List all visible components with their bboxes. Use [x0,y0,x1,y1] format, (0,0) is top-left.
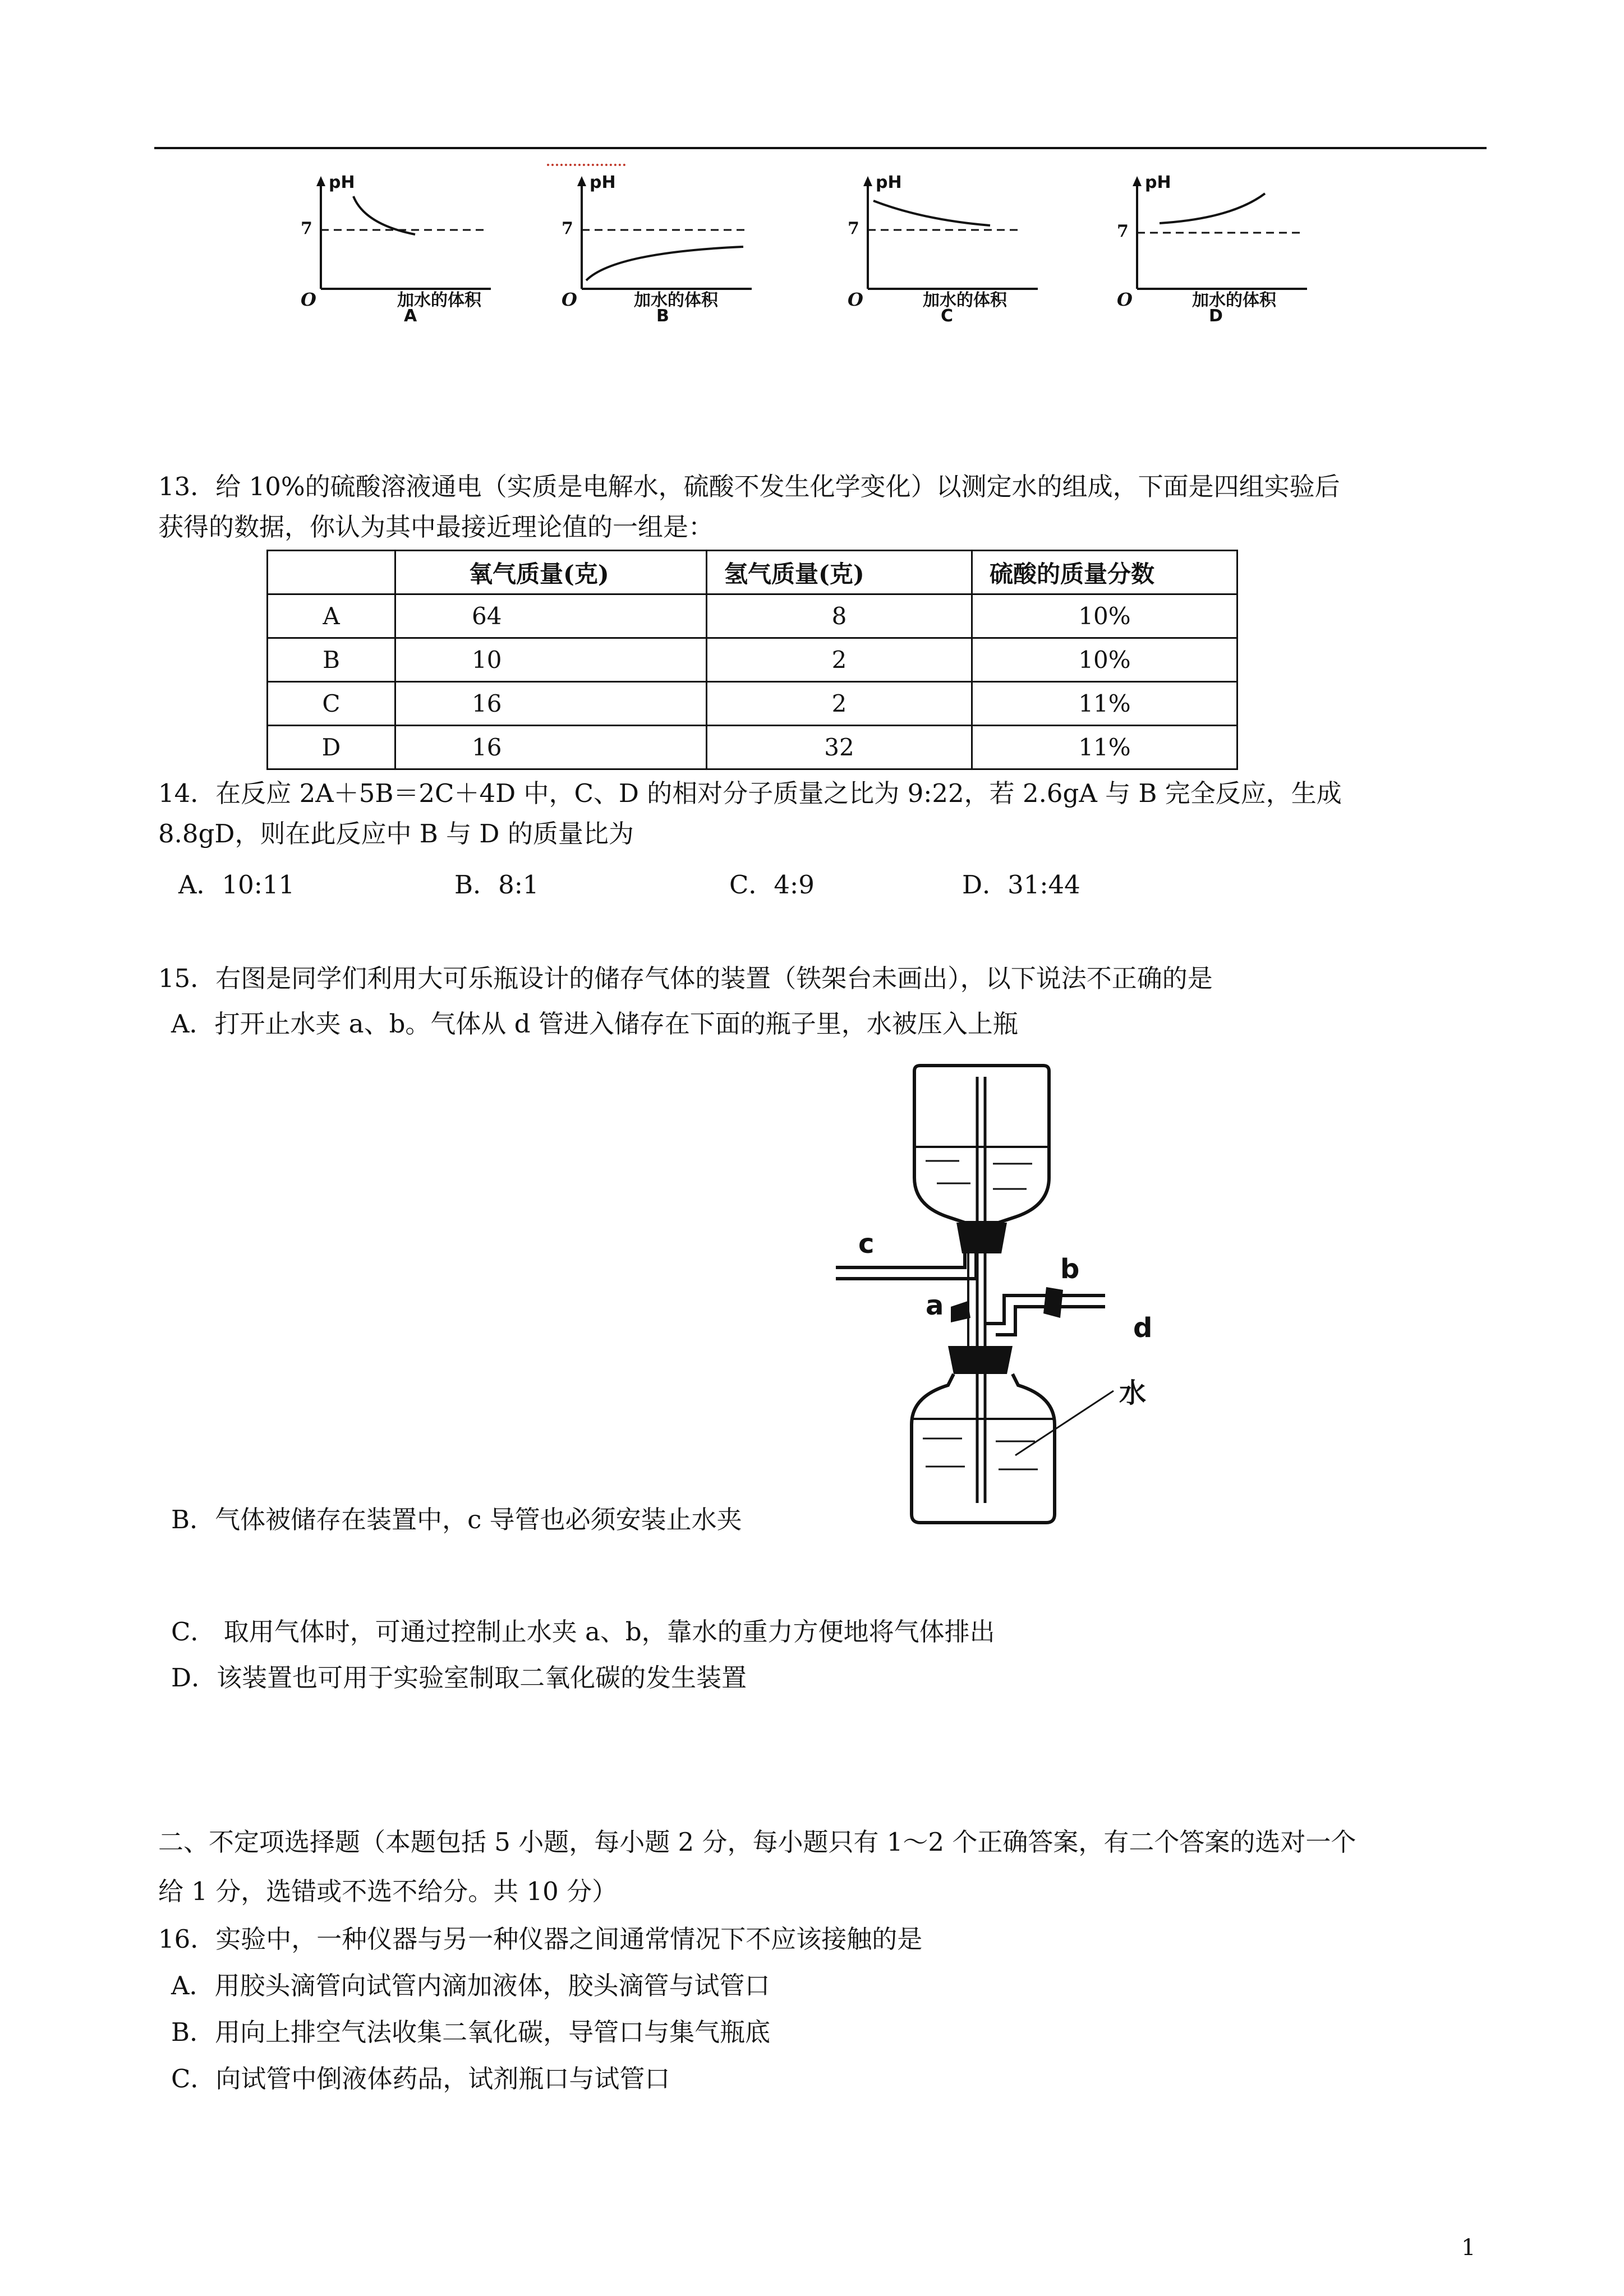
ph-graph-a [292,168,527,353]
section2-heading-line1: 二、不定项选择题（本题包括 5 小题，每小题 2 分，每小题只有 1～2 个正确答案，有二个答案的选对一个 [158,1827,1356,1857]
ph-curve-c [873,201,990,225]
q16-option-a: A．用胶头滴管向试管内滴加液体，胶头滴管与试管口 [171,1971,770,2000]
q15-option-a: A．打开止水夹 a、b。气体从 d 管进入储存在下面的瓶子里，水被压入上瓶 [171,1009,1018,1039]
q16-stem: 16．实验中，一种仪器与另一种仪器之间通常情况下不应该接触的是 [158,1924,923,1954]
row-label: B [268,638,395,682]
q14-option-a: A．10:11 [178,870,295,900]
x-axis-label: 加水的体积 [1192,291,1276,310]
hydrogen-mass-cell: 2 [707,682,972,726]
ph-graph-b-plot [553,168,788,353]
header-hydrogen-mass: 氢气质量(克) [707,551,972,594]
hydrogen-mass-cell: 8 [707,594,972,638]
hydrogen-mass-cell: 32 [707,726,972,769]
q15-option-d: D．该装置也可用于实验室制取二氧化碳的发生装置 [171,1663,747,1693]
section2-heading-line2: 给 1 分，选错或不选不给分。共 10 分） [158,1877,618,1906]
table-row [268,682,1237,726]
y-axis-label: pH [876,173,902,192]
y-axis-label: pH [1145,173,1171,192]
row-label: D [268,726,395,769]
ph-seven-tick: 7 [848,219,859,238]
row-label: A [268,594,395,638]
graph-letter: D [1209,306,1223,326]
q16-option-b: B．用向上排空气法收集二氧化碳，导管口与集气瓶底 [171,2017,771,2047]
acid-fraction-cell: 11% [972,682,1237,726]
table-row [268,638,1237,682]
ph-graph-c-plot [839,168,1074,353]
y-axis-label: pH [590,173,616,192]
ph-graph-d [1108,168,1344,353]
apparatus-drawing [813,1054,1262,1542]
acid-fraction-cell: 11% [972,726,1237,769]
origin-label: O [848,289,863,310]
x-axis-label: 加水的体积 [923,291,1007,310]
table-row [268,726,1237,769]
decorative-dots [547,164,625,166]
q13-stem-line1: 13．给 10%的硫酸溶液通电（实质是电解水，硫酸不发生化学变化）以测定水的组成，下面是四组实验后 [158,472,1340,501]
origin-label: O [562,289,577,310]
table-header-row [268,551,1237,594]
graph-letter: B [656,306,669,326]
q14-stem-line2: 8.8gD，则在此反应中 B 与 D 的质量比为 [158,819,634,849]
header-oxygen-mass: 氧气质量(克) [395,551,707,594]
ph-graph-b [553,168,788,353]
label-clamp-a: a [926,1290,944,1321]
page-number: 1 [1461,2235,1476,2261]
q14-stem-line1: 14．在反应 2A＋5B＝2C＋4D 中，C、D 的相对分子质量之比为 9:22，若 2.6gA 与 B 完全反应，生成 [158,778,1342,808]
header-sulfuric-acid-fraction: 硫酸的质量分数 [972,551,1237,594]
row-label: C [268,682,395,726]
oxygen-mass-cell: 64 [395,594,707,638]
q16-option-c: C．向试管中倒液体药品，试剂瓶口与试管口 [171,2064,670,2094]
q13-data-table [266,550,1238,770]
label-clamp-b: b [1060,1253,1080,1285]
table-corner-cell [268,551,395,594]
origin-label: O [301,289,316,310]
q15-stem: 15．右图是同学们利用大可乐瓶设计的储存气体的装置（铁架台未画出），以下说法不正确的是 [158,963,1213,993]
ph-curve-a [353,196,415,234]
ph-seven-tick: 7 [562,219,573,238]
acid-fraction-cell: 10% [972,594,1237,638]
y-axis-label: pH [329,173,355,192]
q15-option-c: C． 取用气体时，可通过控制止水夹 a、b，靠水的重力方便地将气体排出 [171,1617,995,1647]
acid-fraction-cell: 10% [972,638,1237,682]
q14-option-b: B．8:1 [454,870,539,900]
label-tube-d: d [1133,1312,1153,1344]
x-axis-label: 加水的体积 [634,291,718,310]
x-axis-label: 加水的体积 [397,291,481,310]
oxygen-mass-cell: 16 [395,726,707,769]
ph-curve-d [1160,193,1265,223]
graph-letter: C [941,306,954,326]
label-water: 水 [1119,1377,1147,1409]
oxygen-mass-cell: 10 [395,638,707,682]
q14-option-c: C．4:9 [729,870,815,900]
graph-letter: A [404,306,417,326]
gas-storage-apparatus [813,1054,1262,1542]
oxygen-mass-cell: 16 [395,682,707,726]
ph-graph-d-plot [1108,168,1344,353]
q13-stem-line2: 获得的数据，你认为其中最接近理论值的一组是： [158,512,714,542]
ph-curve-b [586,247,743,280]
label-tube-c: c [858,1228,875,1260]
ph-graph-c [839,168,1074,353]
origin-label: O [1117,289,1133,310]
header-rule [154,147,1487,149]
q14-option-d: D．31:44 [962,870,1080,900]
hydrogen-mass-cell: 2 [707,638,972,682]
table-row [268,594,1237,638]
ph-seven-tick: 7 [301,219,312,238]
ph-seven-tick: 7 [1117,222,1129,241]
q15-option-b: B．气体被储存在装置中，c 导管也必须安装止水夹 [171,1505,742,1534]
